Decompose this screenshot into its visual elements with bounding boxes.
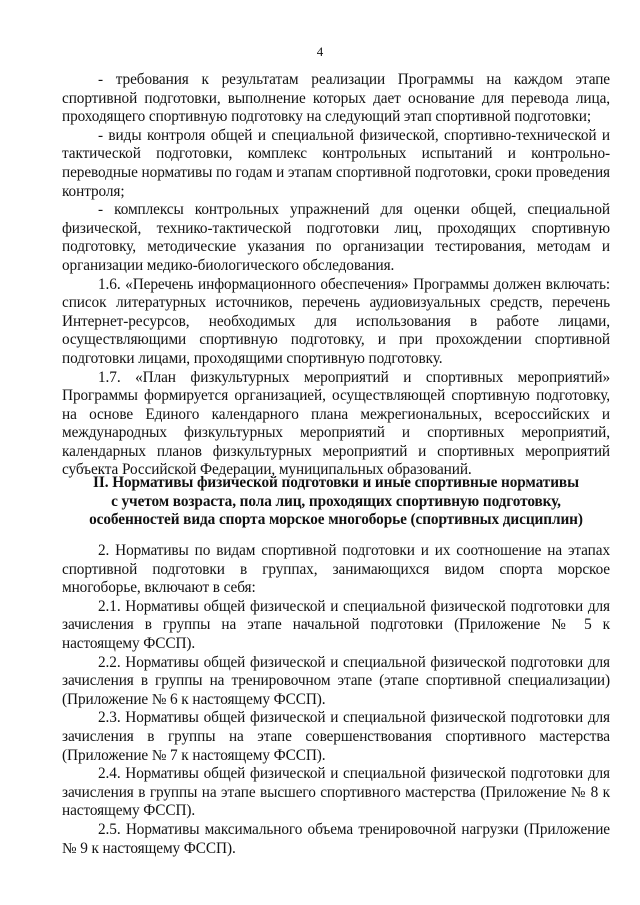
heading-line: с учетом возраста, пола лиц, проходящих спортивную подготовку,: [111, 492, 561, 510]
paragraph: - требования к результатам реализации Программы на каждом этапе спортивной подготовки, выполнение которых дает основание для перевода лица, проходящего спортивную подготовку на следующий этап спортивной подготовки;: [62, 71, 610, 126]
paragraph: 1.6. «Перечень информационного обеспечения» Программы должен включать: список литературных источников, перечень аудиовизуальных средств, перечень Интернет-ресурсов, необходимых для использования в работе лицами, осуществляющими спортивную подготовку, и при прохождении спортивной подготовки лицами, проходящими спортивную подготовку.: [62, 275, 610, 367]
paragraph: 1.7. «План физкультурных мероприятий и спортивных мероприятий» Программы формируется организацией, осуществляющей спортивную подготовку, на основе Единого календарного плана межрегиональных, всероссийских и международных физкультурных мероприятий и спортивных мероприятий, календарных планов физкультурных мероприятий и спортивных мероприятий субъекта Российской Федерации, муниципальных образований.: [62, 368, 610, 479]
page-number: 4: [316, 44, 324, 59]
paragraph: 2.1. Нормативы общей физической и специальной физической подготовки для зачисления в группы на этапе начальной подготовки (Приложение № 5 к настоящему ФССП).: [62, 597, 610, 652]
paragraph: - виды контроля общей и специальной физической, спортивно-технической и тактической подготовки, комплекс контрольных испытаний и контрольно-переводные нормативы по годам и этапам спортивной подготовки, сроки проведения контроля;: [62, 126, 610, 200]
heading-line: II. Нормативы физической подготовки и иные спортивные нормативы: [93, 474, 579, 491]
paragraph: - комплексы контрольных упражнений для оценки общей, специальной физической, технико-тактической подготовки лиц, проходящих спортивную подготовку, методические указания по организации тестирования, методам и организации медико-биологического обследования.: [62, 201, 610, 274]
heading-line: особенностей вида спорта морское многоборье (спортивных дисциплин): [89, 511, 583, 529]
paragraph: 2. Нормативы по видам спортивной подготовки и их соотношение на этапах спортивной подготовки в группах, занимающихся видом спорта морское многоборье, включают в себя:: [62, 542, 610, 597]
body-text-section-2: [62, 542, 610, 858]
paragraph: 2.4. Нормативы общей физической и специальной физической подготовки для зачисления в группы на этапе высшего спортивного мастерства (Приложение № 8 к настоящему ФССП).: [62, 765, 610, 820]
body-text-top: [62, 71, 610, 480]
paragraph: 2.3. Нормативы общей физической и специальной физической подготовки для зачисления в группы на этапе совершенствования спортивного мастерства (Приложение № 7 к настоящему ФССП).: [62, 709, 610, 764]
paragraph: 2.2. Нормативы общей физической и специальной физической подготовки для зачисления в группы на тренировочном этапе (этапе спортивной специализации) (Приложение № 6 к настоящему ФССП).: [62, 653, 610, 708]
paragraph: 2.5. Нормативы максимального объема тренировочной нагрузки (Приложение № 9 к настоящему ФССП).: [62, 820, 610, 857]
section-heading: [62, 474, 610, 530]
